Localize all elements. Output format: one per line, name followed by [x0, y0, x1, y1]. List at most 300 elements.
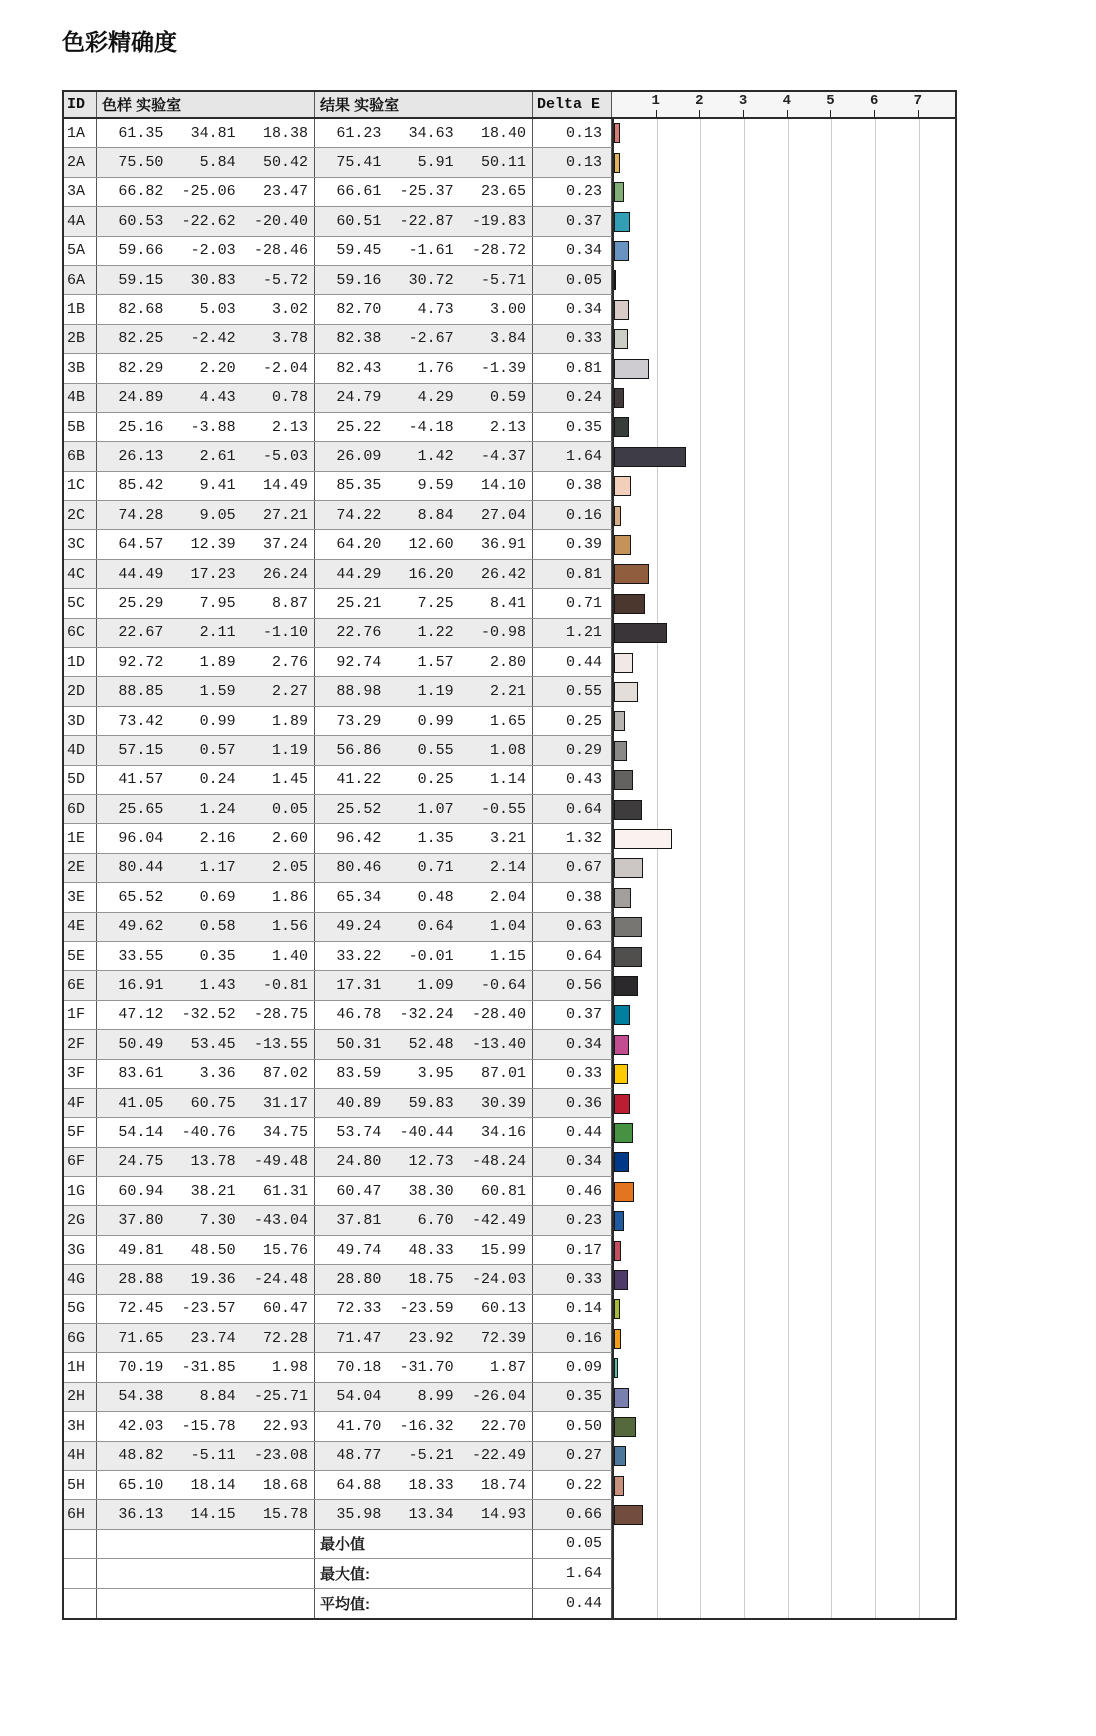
axis-tick-mark [699, 110, 700, 117]
lab-value: 0.59 [489, 389, 526, 407]
lab-value: 5.84 [199, 154, 236, 172]
lab-value: -25.37 [399, 183, 454, 201]
delta-bar-4A [614, 212, 630, 232]
result-lab-cell [315, 1001, 533, 1029]
axis-tick-label: 2 [695, 93, 704, 109]
delta-e-value: 0.34 [533, 1030, 612, 1058]
lab-value: 4.43 [199, 389, 236, 407]
sample-lab-cell [97, 1030, 315, 1058]
delta-bar-1C [614, 476, 631, 496]
sample-lab-cell [97, 148, 315, 176]
lab-value: 1.24 [199, 800, 236, 818]
lab-value: 19.36 [190, 1270, 236, 1288]
lab-value: -5.11 [190, 1447, 236, 1465]
lab-value: 33.22 [336, 947, 382, 965]
patch-id: 6H [64, 1500, 97, 1528]
delta-e-value: 0.34 [533, 237, 612, 265]
lab-value: 60.47 [262, 1300, 308, 1318]
lab-value: 1.57 [417, 653, 454, 671]
sample-lab-cell [97, 237, 315, 265]
table-row-4G [64, 1265, 612, 1294]
lab-value: 1.65 [489, 712, 526, 730]
delta-bar-6F [614, 1152, 629, 1172]
patch-id: 4F [64, 1089, 97, 1117]
lab-value: 0.35 [199, 947, 236, 965]
delta-e-value: 0.55 [533, 677, 612, 705]
lab-value: 24.75 [118, 1153, 164, 1171]
lab-value: 50.49 [118, 1035, 164, 1053]
lab-value: 66.82 [118, 183, 164, 201]
lab-value: 40.89 [336, 1094, 382, 1112]
lab-value: -42.49 [471, 1212, 526, 1230]
lab-value: 82.25 [118, 330, 164, 348]
delta-bar-6E [614, 976, 638, 996]
lab-value: 8.41 [489, 594, 526, 612]
result-lab-cell [315, 648, 533, 676]
lab-value: 2.21 [489, 683, 526, 701]
lab-value: 72.28 [262, 1329, 308, 1347]
lab-value: 15.78 [262, 1506, 308, 1524]
lab-value: -32.24 [399, 1006, 454, 1024]
delta-e-value: 0.38 [533, 883, 612, 911]
sample-lab-cell [97, 883, 315, 911]
delta-bar-3D [614, 711, 625, 731]
lab-value: 1.14 [489, 771, 526, 789]
lab-value: 59.16 [336, 271, 382, 289]
lab-value: 9.41 [199, 477, 236, 495]
lab-value: 1.45 [271, 771, 308, 789]
lab-value: 34.16 [480, 1123, 526, 1141]
lab-value: 22.70 [480, 1417, 526, 1435]
result-lab-cell [315, 1206, 533, 1234]
lab-value: 64.88 [336, 1476, 382, 1494]
lab-value: 83.59 [336, 1065, 382, 1083]
lab-value: 26.13 [118, 447, 164, 465]
axis-tick-label: 5 [826, 93, 835, 109]
table-row-3H [64, 1412, 612, 1441]
lab-value: -25.71 [253, 1388, 308, 1406]
delta-bar-5A [614, 241, 629, 261]
lab-value: 2.14 [489, 859, 526, 877]
delta-bar-5E [614, 947, 642, 967]
lab-value: 82.70 [336, 301, 382, 319]
lab-value: 36.91 [480, 536, 526, 554]
lab-value: 74.22 [336, 506, 382, 524]
result-lab-cell [315, 1442, 533, 1470]
lab-value: 2.13 [489, 418, 526, 436]
lab-value: 41.22 [336, 771, 382, 789]
lab-value: 70.18 [336, 1359, 382, 1377]
sample-lab-cell [97, 1089, 315, 1117]
delta-bar-5G [614, 1299, 620, 1319]
lab-value: 48.82 [118, 1447, 164, 1465]
patch-id: 6D [64, 795, 97, 823]
table-row-1E [64, 824, 612, 853]
patch-id: 5G [64, 1295, 97, 1323]
delta-e-value: 0.37 [533, 1001, 612, 1029]
lab-value: 16.91 [118, 977, 164, 995]
result-lab-cell [315, 207, 533, 235]
delta-bar-1F [614, 1005, 630, 1025]
lab-value: 0.05 [271, 800, 308, 818]
lab-value: 92.74 [336, 653, 382, 671]
delta-bar-5C [614, 594, 645, 614]
chart-gridline [700, 119, 701, 1618]
delta-e-value: 0.09 [533, 1353, 612, 1381]
table-row-2C [64, 501, 612, 530]
patch-id: 3C [64, 530, 97, 558]
result-lab-cell [315, 1089, 533, 1117]
sample-lab-cell [97, 295, 315, 323]
lab-value: 56.86 [336, 741, 382, 759]
lab-value: 1.98 [271, 1359, 308, 1377]
lab-value: 1.89 [271, 712, 308, 730]
sample-lab-cell [97, 501, 315, 529]
page-title: 色彩精确度 [62, 29, 177, 55]
col-header-delta: Delta E [533, 92, 612, 117]
result-lab-cell [315, 854, 533, 882]
table-row-5H [64, 1471, 612, 1500]
sample-lab-cell [97, 442, 315, 470]
lab-value: 37.81 [336, 1212, 382, 1230]
patch-id: 5B [64, 413, 97, 441]
lab-value: 13.34 [408, 1506, 454, 1524]
lab-value: 28.80 [336, 1270, 382, 1288]
delta-e-value: 0.46 [533, 1177, 612, 1205]
lab-value: 3.95 [417, 1065, 454, 1083]
lab-value: 61.23 [336, 124, 382, 142]
table-row-4D [64, 736, 612, 765]
lab-value: 4.73 [417, 301, 454, 319]
delta-bar-1D [614, 653, 633, 673]
lab-value: 15.76 [262, 1241, 308, 1259]
sample-lab-cell [97, 736, 315, 764]
chart-gridline [919, 119, 920, 1618]
summary-empty-id [64, 1530, 97, 1558]
delta-bar-3C [614, 535, 631, 555]
lab-value: 75.50 [118, 154, 164, 172]
lab-value: 24.79 [336, 389, 382, 407]
delta-e-value: 0.37 [533, 207, 612, 235]
result-lab-cell [315, 1060, 533, 1088]
table-row-1F [64, 1001, 612, 1030]
summary-row-2 [64, 1589, 612, 1618]
delta-e-value: 0.50 [533, 1412, 612, 1440]
lab-value: 60.81 [480, 1182, 526, 1200]
sample-lab-cell [97, 530, 315, 558]
lab-value: -22.62 [181, 212, 236, 230]
lab-value: 0.25 [417, 771, 454, 789]
result-lab-cell [315, 1324, 533, 1352]
lab-value: 61.31 [262, 1182, 308, 1200]
table-row-6D [64, 795, 612, 824]
patch-id: 1C [64, 472, 97, 500]
lab-value: 3.78 [271, 330, 308, 348]
lab-value: 47.12 [118, 1006, 164, 1024]
lab-value: 1.56 [271, 918, 308, 936]
delta-e-value: 0.81 [533, 354, 612, 382]
summary-label-cell [315, 1530, 533, 1558]
lab-value: 25.65 [118, 800, 164, 818]
lab-value: 2.11 [199, 624, 236, 642]
lab-value: 0.99 [417, 712, 454, 730]
lab-value: 60.75 [190, 1094, 236, 1112]
lab-value: -3.88 [190, 418, 236, 436]
delta-e-value: 0.13 [533, 148, 612, 176]
lab-value: -28.46 [253, 242, 308, 260]
lab-value: 18.40 [480, 124, 526, 142]
patch-id: 4D [64, 736, 97, 764]
lab-value: 60.47 [336, 1182, 382, 1200]
summary-empty-sample [97, 1559, 315, 1587]
result-lab-cell [315, 795, 533, 823]
lab-value: -32.52 [181, 1006, 236, 1024]
lab-value: 48.77 [336, 1447, 382, 1465]
sample-lab-cell [97, 413, 315, 441]
lab-value: 49.74 [336, 1241, 382, 1259]
lab-value: 72.39 [480, 1329, 526, 1347]
lab-value: 2.04 [489, 888, 526, 906]
delta-bar-1B [614, 300, 629, 320]
lab-value: 64.20 [336, 536, 382, 554]
patch-id: 3F [64, 1060, 97, 1088]
lab-value: 26.24 [262, 565, 308, 583]
result-lab-cell [315, 442, 533, 470]
lab-value: 4.29 [417, 389, 454, 407]
result-lab-cell [315, 1118, 533, 1146]
summary-label: 最大值: [320, 1565, 370, 1583]
lab-value: 1.35 [417, 830, 454, 848]
sample-lab-cell [97, 766, 315, 794]
lab-value: 23.74 [190, 1329, 236, 1347]
table-body [64, 119, 955, 1618]
lab-value: -48.24 [471, 1153, 526, 1171]
lab-value: -23.59 [399, 1300, 454, 1318]
lab-value: -40.44 [399, 1123, 454, 1141]
lab-value: -49.48 [253, 1153, 308, 1171]
lab-value: 30.72 [408, 271, 454, 289]
patch-id: 6F [64, 1148, 97, 1176]
lab-value: 8.84 [199, 1388, 236, 1406]
lab-value: 85.42 [118, 477, 164, 495]
table-row-2F [64, 1030, 612, 1059]
lab-value: 53.74 [336, 1123, 382, 1141]
table-row-6B [64, 442, 612, 471]
table-row-4E [64, 913, 612, 942]
sample-lab-cell [97, 677, 315, 705]
axis-tick-label: 4 [782, 93, 791, 109]
delta-e-value: 0.56 [533, 971, 612, 999]
table-row-2G [64, 1206, 612, 1235]
lab-value: 54.04 [336, 1388, 382, 1406]
lab-value: 2.61 [199, 447, 236, 465]
lab-value: 13.78 [190, 1153, 236, 1171]
delta-e-value: 0.44 [533, 1118, 612, 1146]
patch-id: 4A [64, 207, 97, 235]
lab-value: 96.42 [336, 830, 382, 848]
lab-value: 0.58 [199, 918, 236, 936]
delta-e-value: 0.29 [533, 736, 612, 764]
lab-value: 2.27 [271, 683, 308, 701]
result-lab-cell [315, 384, 533, 412]
delta-e-chart [612, 119, 955, 1618]
sample-lab-cell [97, 971, 315, 999]
table-row-1B [64, 295, 612, 324]
patch-id: 5A [64, 237, 97, 265]
lab-value: 88.98 [336, 683, 382, 701]
summary-label: 最小值 [320, 1536, 366, 1554]
lab-value: 14.15 [190, 1506, 236, 1524]
result-lab-cell [315, 1030, 533, 1058]
result-lab-cell [315, 178, 533, 206]
patch-id: 1E [64, 824, 97, 852]
lab-value: 25.16 [118, 418, 164, 436]
lab-value: 38.21 [190, 1182, 236, 1200]
lab-value: 65.10 [118, 1476, 164, 1494]
result-lab-cell [315, 148, 533, 176]
table-row-1A [64, 119, 612, 148]
patch-id: 3B [64, 354, 97, 382]
lab-value: 52.48 [408, 1035, 454, 1053]
delta-bar-6H [614, 1505, 643, 1525]
lab-value: 1.07 [417, 800, 454, 818]
chart-gridline [744, 119, 745, 1618]
delta-bar-4D [614, 741, 627, 761]
axis-tick-label: 6 [869, 93, 879, 109]
patch-id: 2G [64, 1206, 97, 1234]
lab-value: 28.88 [118, 1270, 164, 1288]
patch-id: 2C [64, 501, 97, 529]
lab-value: -5.03 [262, 447, 308, 465]
delta-e-value: 0.33 [533, 325, 612, 353]
table-row-3C [64, 530, 612, 559]
lab-value: -19.83 [471, 212, 526, 230]
table-row-5F [64, 1118, 612, 1147]
lab-value: 73.29 [336, 712, 382, 730]
lab-value: -5.72 [262, 271, 308, 289]
lab-value: -22.87 [399, 212, 454, 230]
lab-value: 24.89 [118, 389, 164, 407]
patch-id: 6C [64, 619, 97, 647]
result-lab-cell [315, 501, 533, 529]
result-lab-cell [315, 1177, 533, 1205]
lab-value: -0.01 [408, 947, 454, 965]
lab-value: -40.76 [181, 1123, 236, 1141]
table-row-5D [64, 766, 612, 795]
lab-value: 27.21 [262, 506, 308, 524]
table-row-4A [64, 207, 612, 236]
lab-value: 7.95 [199, 594, 236, 612]
delta-e-value: 0.25 [533, 707, 612, 735]
lab-value: 71.65 [118, 1329, 164, 1347]
delta-e-value: 0.71 [533, 589, 612, 617]
patch-id: 5H [64, 1471, 97, 1499]
sample-lab-cell [97, 824, 315, 852]
patch-id: 3A [64, 178, 97, 206]
delta-e-value: 0.81 [533, 560, 612, 588]
lab-value: -5.71 [480, 271, 526, 289]
lab-value: -28.75 [253, 1006, 308, 1024]
lab-value: 53.45 [190, 1035, 236, 1053]
lab-value: -31.85 [181, 1359, 236, 1377]
lab-value: -16.32 [399, 1417, 454, 1435]
result-lab-cell [315, 1412, 533, 1440]
lab-value: 2.80 [489, 653, 526, 671]
patch-id: 4E [64, 913, 97, 941]
sample-lab-cell [97, 1118, 315, 1146]
table-row-3A [64, 178, 612, 207]
sample-lab-cell [97, 472, 315, 500]
lab-value: 27.04 [480, 506, 526, 524]
lab-value: 59.15 [118, 271, 164, 289]
lab-value: 75.41 [336, 154, 382, 172]
lab-value: 3.00 [489, 301, 526, 319]
lab-value: -2.04 [262, 359, 308, 377]
table-row-6H [64, 1500, 612, 1529]
delta-e-value: 0.38 [533, 472, 612, 500]
lab-value: 8.87 [271, 594, 308, 612]
table-row-6F [64, 1148, 612, 1177]
sample-lab-cell [97, 266, 315, 294]
patch-id: 5F [64, 1118, 97, 1146]
table-row-1H [64, 1353, 612, 1382]
col-header-sample: 色样 实验室 [97, 92, 315, 117]
lab-value: 0.71 [417, 859, 454, 877]
lab-value: 42.03 [118, 1417, 164, 1435]
sample-lab-cell [97, 707, 315, 735]
lab-value: 16.20 [408, 565, 454, 583]
result-lab-cell [315, 942, 533, 970]
lab-value: 15.99 [480, 1241, 526, 1259]
patch-id: 6G [64, 1324, 97, 1352]
result-lab-cell [315, 266, 533, 294]
delta-e-value: 0.35 [533, 413, 612, 441]
table-row-1G [64, 1177, 612, 1206]
lab-value: 61.35 [118, 124, 164, 142]
result-lab-cell [315, 1148, 533, 1176]
axis-tick-label: 7 [913, 93, 923, 109]
lab-value: 0.99 [199, 712, 236, 730]
lab-value: 72.33 [336, 1300, 382, 1318]
patch-id: 5C [64, 589, 97, 617]
patch-id: 5D [64, 766, 97, 794]
lab-value: 59.66 [118, 242, 164, 260]
sample-lab-cell [97, 325, 315, 353]
delta-bar-6D [614, 800, 642, 820]
summary-row-0 [64, 1530, 612, 1559]
table-row-5B [64, 413, 612, 442]
delta-bar-2C [614, 506, 621, 526]
lab-value: 17.23 [190, 565, 236, 583]
delta-e-value: 0.05 [533, 266, 612, 294]
result-lab-cell [315, 354, 533, 382]
lab-value: 48.33 [408, 1241, 454, 1259]
delta-e-value: 1.32 [533, 824, 612, 852]
result-lab-cell [315, 1471, 533, 1499]
lab-value: 41.70 [336, 1417, 382, 1435]
delta-e-value: 0.36 [533, 1089, 612, 1117]
lab-value: 1.42 [417, 447, 454, 465]
lab-value: 65.34 [336, 888, 382, 906]
lab-value: 60.53 [118, 212, 164, 230]
lab-value: -2.67 [408, 330, 454, 348]
delta-e-value: 0.34 [533, 1148, 612, 1176]
patch-id: 4B [64, 384, 97, 412]
table-row-4H [64, 1442, 612, 1471]
lab-value: 23.92 [408, 1329, 454, 1347]
lab-value: -28.40 [471, 1006, 526, 1024]
result-lab-cell [315, 119, 533, 147]
